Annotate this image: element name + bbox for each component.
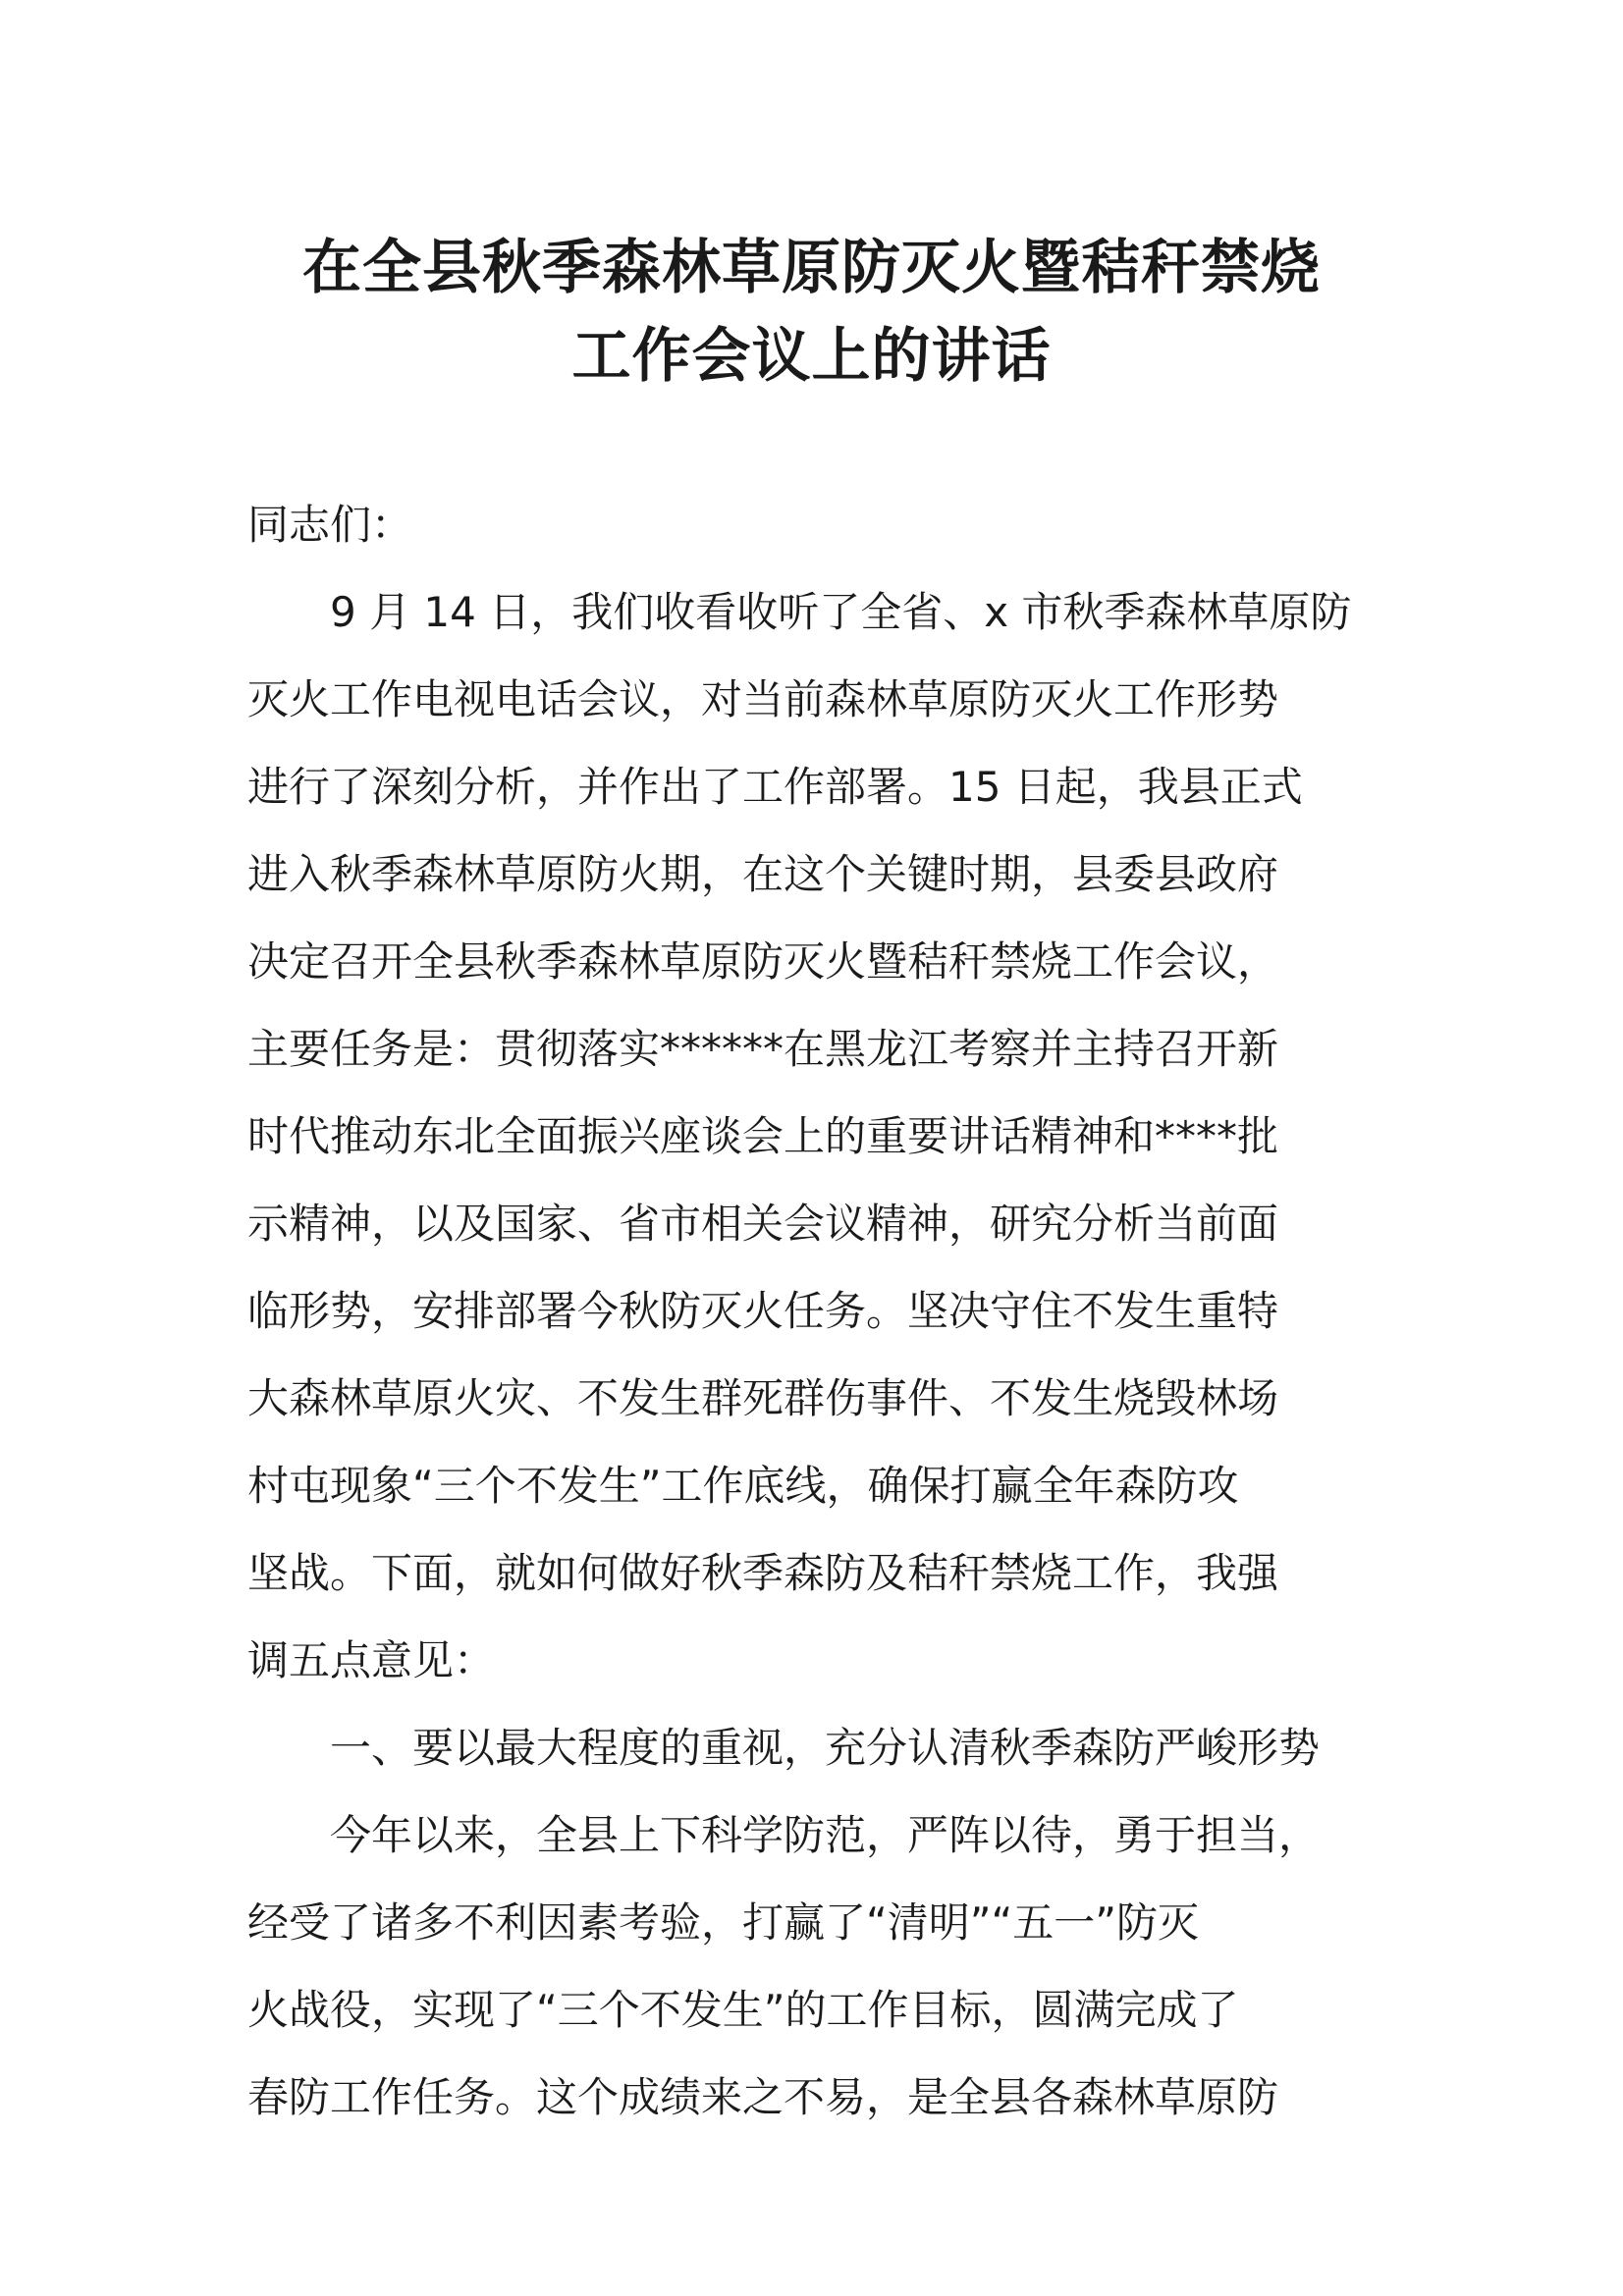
- salutation: 同志们：: [247, 501, 413, 549]
- document-body: [247, 481, 1377, 2141]
- title-line-1: 在全县秋季森林草原防灭火暨秸秆禁烧: [302, 234, 1321, 302]
- body-line: 主要任务是：贯彻落实******在黑龙江考察并主持召开新: [247, 1025, 1279, 1073]
- body-line: 大森林草原火灾、不发生群死群伤事件、不发生烧毁林场: [247, 1374, 1279, 1422]
- body-line: 春防工作任务。这个成绩来之不易，是全县各森林草原防: [247, 2073, 1279, 2121]
- body-line: 临形势，安排部署今秋防灭火任务。坚决守住不发生重特: [247, 1287, 1279, 1335]
- body-line: 时代推动东北全面振兴座谈会上的重要讲话精神和****批: [247, 1112, 1279, 1160]
- body-line: 灭火工作电视电话会议，对当前森林草原防灭火工作形势: [247, 675, 1279, 723]
- body-line: 今年以来，全县上下科学防范，严阵以待，勇于担当，: [247, 1811, 1321, 1859]
- section-heading: 一、要以最大程度的重视，充分认清秋季森防严峻形势: [247, 1724, 1321, 1772]
- title-line-2: 工作会议上的讲话: [571, 322, 1052, 391]
- body-line: 坚战。下面，就如何做好秋季森防及秸秆禁烧工作，我强: [247, 1549, 1279, 1597]
- body-line: 示精神，以及国家、省市相关会议精神，研究分析当前面: [247, 1200, 1279, 1248]
- body-line: 决定召开全县秋季森林草原防灭火暨秸秆禁烧工作会议，: [247, 937, 1279, 986]
- body-line: 村屯现象“三个不发生”工作底线，确保打赢全年森防攻: [247, 1462, 1239, 1510]
- body-line: 9 月 14 日，我们收看收听了全省、x 市秋季森林草原防: [247, 588, 1352, 636]
- body-line: 火战役，实现了“三个不发生”的工作目标，圆满完成了: [247, 1986, 1239, 2034]
- body-line: 进行了深刻分析，并作出了工作部署。15 日起，我县正式: [247, 763, 1303, 811]
- body-line: 调五点意见：: [247, 1636, 496, 1684]
- document-title: [245, 224, 1378, 400]
- body-line: 经受了诸多不利因素考验，打赢了“清明”“五一”防灭: [247, 1898, 1200, 1947]
- body-line: 进入秋季森林草原防火期，在这个关键时期，县委县政府: [247, 850, 1279, 898]
